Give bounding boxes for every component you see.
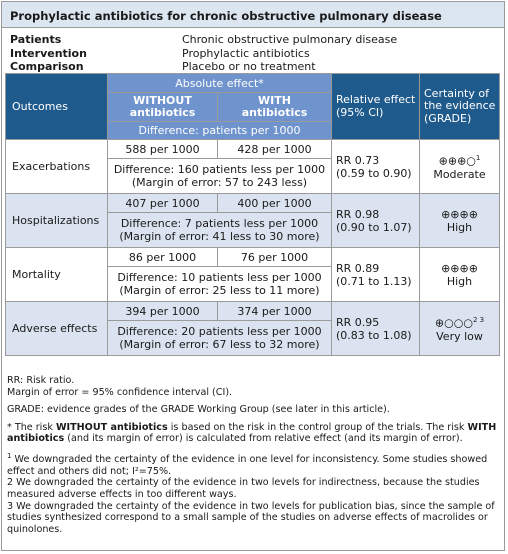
header-certainty — [420, 74, 500, 140]
header-with-line: antibiotics — [241, 106, 308, 119]
relative-effect — [332, 194, 420, 248]
pico-comparison — [10, 60, 397, 74]
header-without-line: WITHOUT — [133, 93, 192, 107]
table-row — [6, 302, 500, 321]
header-relative-line: (95% CI) — [336, 105, 384, 119]
header-with-antibiotics — [218, 93, 332, 122]
header-difference: Difference: patients per 1000 — [108, 122, 332, 140]
footnote-text: We downgraded the certainty of the evidence in one level for inconsistency. Some studies showed effect and others did not; I²=75%. — [7, 454, 488, 477]
pico-value: Prophylactic antibiotics — [182, 46, 310, 60]
ci-value: (0.59 to 0.90) — [336, 166, 412, 180]
note-bold: WITHOUT antibiotics — [55, 421, 168, 433]
ci-value: (0.71 to 1.13) — [336, 274, 412, 288]
rr-value: RR 0.89 — [336, 261, 380, 275]
table-title: Prophylactic antibiotics for chronic obstructive pulmonary disease — [2, 2, 504, 28]
header-without-antibiotics — [108, 93, 218, 122]
table-notes — [7, 375, 499, 535]
grade-label: High — [446, 274, 473, 288]
note-text: * The risk — [7, 421, 56, 433]
relative-effect — [332, 248, 420, 302]
margin-of-error: (Margin of error: 67 less to 32 more) — [119, 338, 320, 351]
footnote-3: 3 We downgraded the certainty of the evidence in two levels for publication bias, since the sample of studies synthesized correspond to a small sample of the studies on adverse effects of macrolides or quinolones. — [7, 500, 495, 535]
difference-text: Difference: 7 patients less per 1000 — [120, 217, 319, 230]
relative-effect — [332, 140, 420, 194]
difference-cell — [108, 267, 332, 302]
difference-text: Difference: 160 patients less per 1000 — [113, 163, 326, 176]
difference-cell — [108, 213, 332, 248]
header-outcomes: Outcomes — [6, 74, 108, 140]
note-margin-of-error: Margin of error = 95% confidence interval (CI). — [7, 386, 233, 398]
header-certainty-line: Certainty of — [424, 86, 489, 100]
footnote-mark: 2 3 — [472, 316, 485, 325]
certainty-cell — [420, 248, 500, 302]
grade-symbols-icon: ⊕⊕⊕⊕ — [441, 207, 478, 221]
margin-of-error: (Margin of error: 57 to 243 less) — [131, 176, 308, 189]
ci-value: (0.90 to 1.07) — [336, 220, 412, 234]
note-bold: WITH antibiotics — [7, 421, 497, 445]
outcome-label: Mortality — [6, 248, 108, 302]
grade-label: High — [446, 220, 473, 234]
note-text: (and its margin of error) is calculated from relative effect (and its margin of error). — [64, 433, 463, 445]
header-without-line: antibiotics — [129, 106, 196, 119]
pico-label: Intervention — [10, 46, 87, 60]
risk-without: 588 per 1000 — [108, 140, 218, 159]
margin-of-error: (Margin of error: 41 less to 30 more) — [119, 230, 320, 243]
note-grade: GRADE: evidence grades of the GRADE Working Group (see later in this article). — [7, 404, 390, 416]
grade-label: Very low — [436, 329, 483, 343]
header-certainty-line: (GRADE) — [424, 111, 472, 125]
footnote-2: 2 We downgraded the certainty of the evidence in two levels for indirectness, because the studies measured adverse effects in too different ways. — [7, 477, 480, 500]
grade-symbols-icon: ⊕⊕⊕⊕ — [441, 261, 478, 275]
risk-with: 374 per 1000 — [218, 302, 332, 321]
pico-label: Comparison — [10, 60, 84, 73]
relative-effect — [332, 302, 420, 356]
risk-with: 400 per 1000 — [218, 194, 332, 213]
ci-value: (0.83 to 1.08) — [336, 328, 412, 342]
difference-cell — [108, 159, 332, 194]
header-row-1 — [6, 74, 500, 93]
note-text: is based on the risk in the control group of the trials. The risk — [167, 421, 468, 433]
difference-text: Difference: 20 patients less per 1000 — [117, 325, 322, 338]
header-with-line: WITH — [258, 93, 291, 107]
header-relative-effect — [332, 74, 420, 140]
certainty-cell — [420, 140, 500, 194]
pico-block — [10, 33, 397, 74]
outcome-label: Adverse effects — [6, 302, 108, 356]
rr-value: RR 0.98 — [336, 207, 380, 221]
findings-table — [5, 73, 500, 356]
certainty-cell — [420, 302, 500, 356]
footnote-mark: 1 — [475, 154, 481, 163]
footnote-1 — [7, 451, 499, 477]
outcome-label: Hospitalizations — [6, 194, 108, 248]
pico-value: Placebo or no treatment — [182, 60, 316, 73]
pico-intervention — [10, 47, 397, 61]
risk-without: 86 per 1000 — [108, 248, 218, 267]
note-rr: RR: Risk ratio. — [7, 375, 75, 386]
risk-without: 394 per 1000 — [108, 302, 218, 321]
risk-with: 76 per 1000 — [218, 248, 332, 267]
header-certainty-line: the evidence — [424, 99, 496, 113]
note-asterisk — [7, 422, 499, 445]
footnote-mark: 1 — [7, 451, 12, 460]
table-row — [6, 140, 500, 159]
header-relative-line: Relative effect — [336, 93, 416, 106]
pico-patients — [10, 33, 397, 47]
difference-cell — [108, 321, 332, 356]
certainty-cell — [420, 194, 500, 248]
table-row — [6, 248, 500, 267]
header-absolute-effect: Absolute effect* — [108, 74, 332, 93]
rr-value: RR 0.95 — [336, 315, 380, 329]
risk-without: 407 per 1000 — [108, 194, 218, 213]
outcome-label: Exacerbations — [6, 140, 108, 194]
grade-label: Moderate — [433, 167, 486, 181]
grade-symbols-icon: ⊕○○○ — [434, 316, 473, 330]
grade-symbols-icon: ⊕⊕⊕○ — [438, 154, 476, 168]
rr-value: RR 0.73 — [336, 153, 380, 167]
margin-of-error: (Margin of error: 25 less to 11 more) — [119, 284, 320, 297]
pico-value: Chronic obstructive pulmonary disease — [182, 33, 398, 46]
difference-text: Difference: 10 patients less per 1000 — [117, 271, 322, 284]
table-row — [6, 194, 500, 213]
risk-with: 428 per 1000 — [218, 140, 332, 159]
pico-label: Patients — [10, 33, 62, 46]
